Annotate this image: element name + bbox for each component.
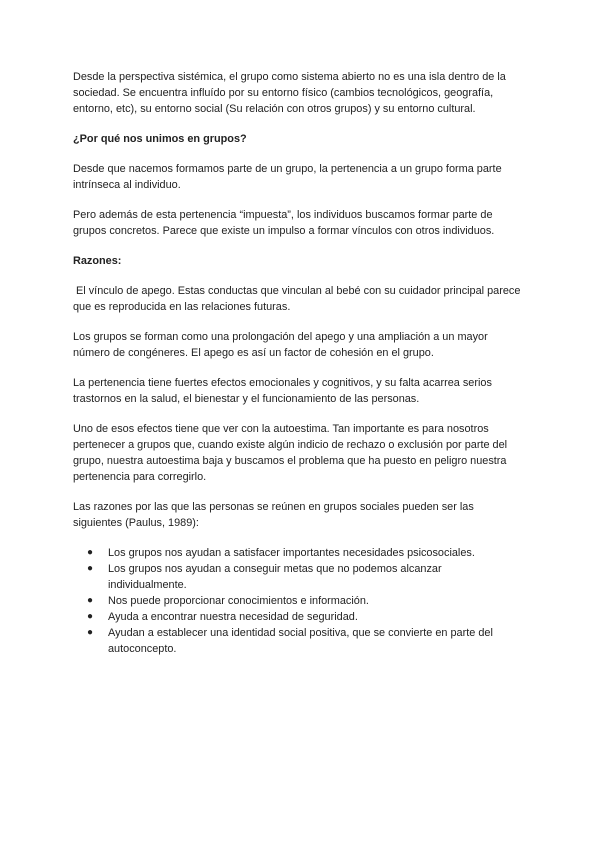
list-item <box>73 593 523 609</box>
list-item-text: Nos puede proporcionar conocimientos e información. <box>108 595 369 607</box>
bullet-icon: ● <box>87 563 94 574</box>
paragraph-attachment-cohesion: Los grupos se forman como una prolongación del apego y una ampliación a un mayor número de congéneres. El apego es así un factor de cohesión en el grupo. <box>73 331 488 359</box>
list-item <box>73 609 523 625</box>
bullet-icon: ● <box>87 595 94 606</box>
list-item-text: Ayuda a encontrar nuestra necesidad de seguridad. <box>108 611 358 623</box>
bullet-icon: ● <box>87 627 94 638</box>
paragraph-imposed-belonging: Pero además de esta pertenencia “impuesta”, los individuos buscamos formar parte de grupos concretos. Parece que existe un impulso a formar vínculos con otros individuos. <box>73 209 495 237</box>
list-item-text: Los grupos nos ayudan a conseguir metas que no podemos alcanzar individualmente. <box>108 563 442 591</box>
document-page <box>73 69 523 657</box>
paragraph-systemic-perspective: Desde la perspectiva sistémica, el grupo como sistema abierto no es una isla dentro de la sociedad. Se encuentra influído por su entorno físico (cambios tecnológicos, geografía, entorno, etc), su entorno social (Su relación con otros grupos) y su entorno cultural. <box>73 71 506 115</box>
bullet-icon: ● <box>87 547 94 558</box>
bullet-icon: ● <box>87 611 94 622</box>
heading-why-groups: ¿Por qué nos unimos en grupos? <box>73 133 247 145</box>
list-item <box>73 545 523 561</box>
reasons-list <box>73 545 523 657</box>
paragraph-self-esteem: Uno de esos efectos tiene que ver con la autoestima. Tan importante es para nosotros pertenecer a grupos que, cuando existe algún indicio de rechazo o exclusión por parte del grupo, nuestra autoestima baja y buscamos el problema que ha puesto en peligro nuestra pertenencia para corregirlo. <box>73 423 508 483</box>
list-item-text: Los grupos nos ayudan a satisfacer importantes necesidades psicosociales. <box>108 547 475 559</box>
paragraph-attachment-bond: El vínculo de apego. Estas conductas que vinculan al bebé con su cuidador principal parece que es reproducida en las relaciones futuras. <box>73 285 524 313</box>
paragraph-paulus-reasons: Las razones por las que las personas se reúnen en grupos sociales pueden ser las siguientes (Paulus, 1989): <box>73 501 474 529</box>
list-item-text: Ayudan a establecer una identidad social positiva, que se convierte en parte del autoconcepto. <box>108 627 493 655</box>
paragraph-birth-belonging: Desde que nacemos formamos parte de un grupo, la pertenencia a un grupo forma parte intrínseca al individuo. <box>73 163 502 191</box>
list-item <box>73 561 523 593</box>
heading-reasons: Razones: <box>73 255 122 267</box>
list-item <box>73 625 523 657</box>
paragraph-belonging-effects: La pertenencia tiene fuertes efectos emocionales y cognitivos, y su falta acarrea serios trastornos en la salud, el bienestar y el funcionamiento de las personas. <box>73 377 492 405</box>
